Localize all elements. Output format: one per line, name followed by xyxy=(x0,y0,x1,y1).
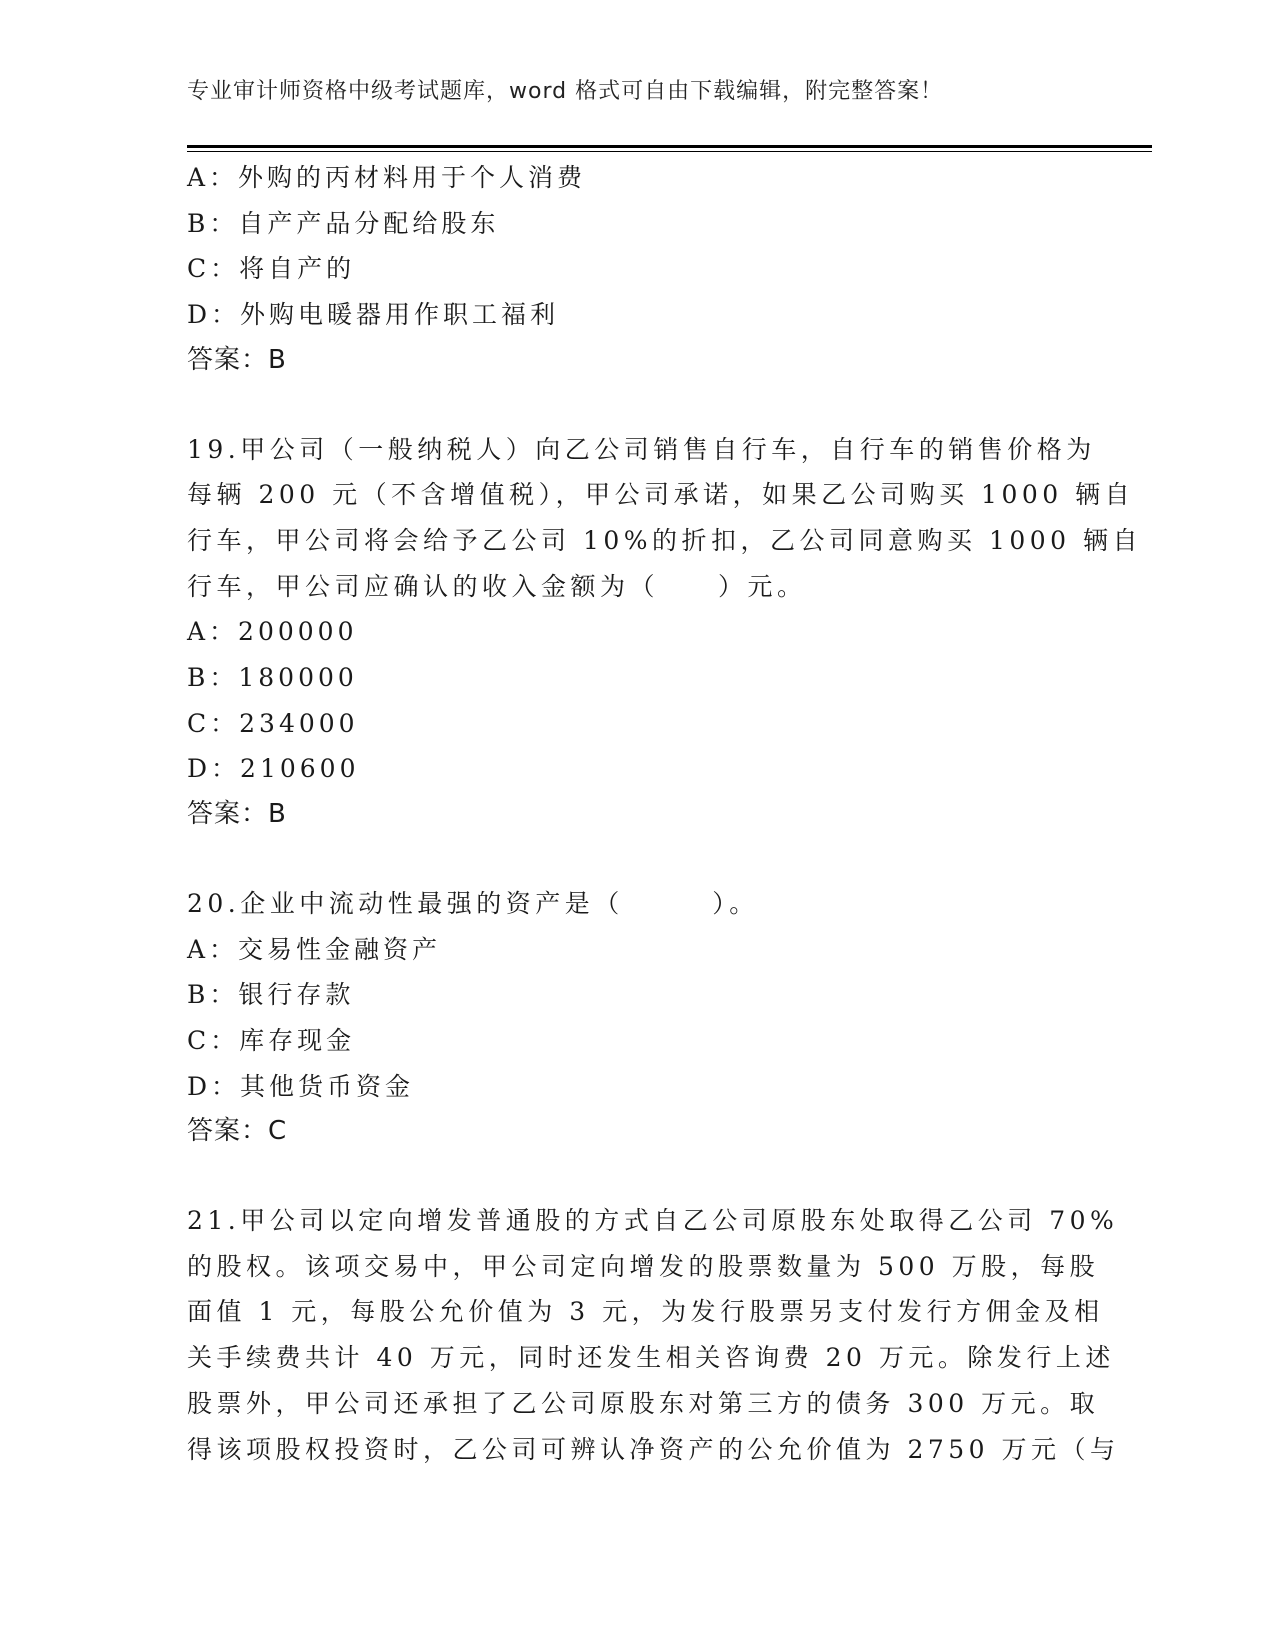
option-a: A：交易性金融资产 xyxy=(187,934,442,964)
option-a: A：200000 xyxy=(187,617,358,647)
question-text-line: 行车，甲公司将会给予乙公司 10%的折扣，乙公司同意购买 1000 辆自 xyxy=(187,525,1143,555)
option-b: B：180000 xyxy=(187,663,358,693)
spacer xyxy=(187,838,1087,881)
option-a: A：外购的丙材料用于个人消费 xyxy=(187,163,587,192)
option-c: C：将自产的 xyxy=(187,254,356,284)
question-text-line: 21.甲公司以定向增发普通股的方式自乙公司原股东处取得乙公司 70% xyxy=(187,1206,1119,1236)
question-text-line: 得该项股权投资时，乙公司可辨认净资产的公允价值为 2750 万元（与 xyxy=(187,1434,1120,1464)
question-text-line: 每辆 200 元（不含增值税），甲公司承诺，如果乙公司购买 1000 辆自 xyxy=(187,480,1135,510)
answer-line: 答案：C xyxy=(187,1116,288,1147)
question-20 xyxy=(187,881,1087,1155)
document-body xyxy=(187,155,1143,1472)
spacer xyxy=(187,1155,1087,1198)
spacer xyxy=(187,384,1087,427)
question-18 xyxy=(187,155,1087,384)
question-text-line: 关手续费共计 40 万元，同时还发生相关咨询费 20 万元。除发行上述 xyxy=(187,1343,1115,1373)
option-d: D：外购电暖器用作职工福利 xyxy=(187,300,560,330)
question-21 xyxy=(187,1198,1120,1472)
question-text-line: 20.企业中流动性最强的资产是（ ）。 xyxy=(187,888,759,918)
option-c: C：库存现金 xyxy=(187,1025,356,1055)
answer-line: 答案：B xyxy=(187,344,287,375)
header-rule xyxy=(187,145,1152,152)
question-text-line: 的股权。该项交易中，甲公司定向增发的股票数量为 500 万股，每股 xyxy=(187,1251,1100,1281)
question-text-line: 股票外，甲公司还承担了乙公司原股东对第三方的债务 300 万元。取 xyxy=(187,1388,1100,1418)
option-b: B：自产产品分配给股东 xyxy=(187,208,500,238)
question-text-line: 面值 1 元，每股公允价值为 3 元，为发行股票另支付发行方佣金及相 xyxy=(187,1297,1104,1327)
question-text-line: 行车，甲公司应确认的收入金额为（ ）元。 xyxy=(187,571,807,601)
option-c: C：234000 xyxy=(187,708,359,738)
page-header: 专业审计师资格中级考试题库，word 格式可自由下载编辑，附完整答案！ xyxy=(187,79,944,104)
question-19 xyxy=(187,427,1143,838)
option-d: D：其他货币资金 xyxy=(187,1071,415,1101)
answer-line: 答案：B xyxy=(187,799,287,830)
option-b: B：银行存款 xyxy=(187,980,355,1010)
question-text-line: 19.甲公司（一般纳税人）向乙公司销售自行车，自行车的销售价格为 xyxy=(187,434,1096,464)
option-d: D：210600 xyxy=(187,754,360,784)
